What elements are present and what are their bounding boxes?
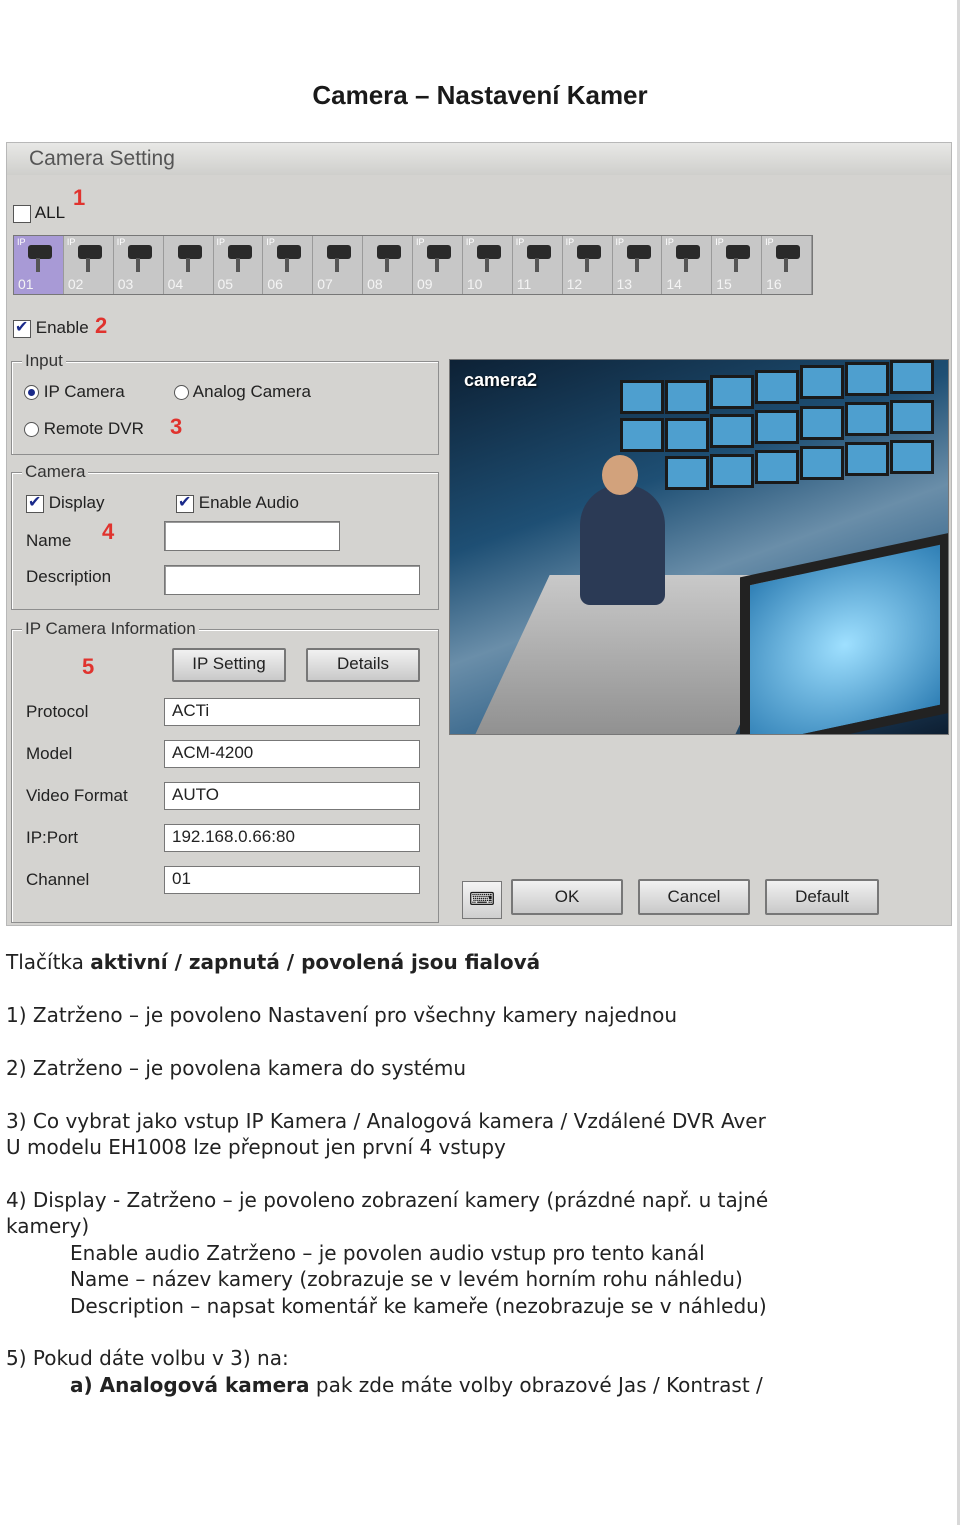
item-5-line-2 (70, 1373, 763, 1397)
analog-camera-radio[interactable] (174, 385, 189, 400)
item-5-line-1: 5) Pokud dáte volbu v 3) na: (6, 1346, 289, 1370)
monitor-shape (890, 400, 934, 434)
enable-checkbox[interactable] (13, 320, 31, 338)
large-monitor (740, 533, 949, 735)
ip-setting-button[interactable]: IP Setting (172, 648, 286, 682)
description-input[interactable] (164, 565, 420, 595)
camera-slot[interactable] (114, 236, 164, 294)
ip-camera-icon (128, 245, 152, 259)
camera-number: 03 (117, 276, 134, 292)
item-4-line-2: kamery) (6, 1214, 90, 1238)
ip-tag: IP (515, 237, 525, 247)
item-3-line-1: 3) Co vybrat jako vstup IP Kamera / Analogová kamera / Vzdálené DVR Aver (6, 1109, 766, 1133)
ip-camera-icon (427, 245, 451, 259)
monitor-shape (620, 418, 664, 452)
camera-slot[interactable] (164, 236, 214, 294)
panel-titlebar (7, 143, 951, 175)
item-3-line-2: U modelu EH1008 lze přepnout jen první 4 vstupy (6, 1135, 506, 1159)
analog-camera-icon (377, 245, 401, 259)
camera-number: 10 (466, 276, 483, 292)
ip-tag: IP (615, 237, 625, 247)
ip-camera-icon (527, 245, 551, 259)
camera-slot[interactable] (363, 236, 413, 294)
monitor-shape (800, 446, 844, 480)
ip-camera-icon (228, 245, 252, 259)
enable-row[interactable] (13, 318, 89, 338)
item-5-bold: a) Analogová kamera (70, 1373, 310, 1397)
camera-group (11, 462, 439, 610)
item-4-line-1: 4) Display - Zatrženo – je povoleno zobrazení kamery (prázdné např. u tajné (6, 1188, 769, 1212)
ip-camera-label: IP Camera (43, 382, 125, 401)
enable-label: Enable (35, 318, 89, 337)
camera-slot[interactable] (762, 236, 812, 294)
remote-dvr-label: Remote DVR (43, 419, 144, 438)
protocol-field[interactable]: ACTi (164, 698, 420, 726)
monitor-shape (620, 380, 664, 414)
item-5-normal: pak zde máte volby obrazové Jas / Kontrast / (309, 1373, 763, 1397)
analog-camera-label: Analog Camera (192, 382, 311, 401)
default-button[interactable]: Default (765, 879, 879, 915)
monitor-shape (800, 406, 844, 440)
item-4-description: Description – napsat komentář ke kameře (nezobrazuje se v náhledu) (70, 1294, 767, 1318)
remote-dvr-radio[interactable] (24, 422, 39, 437)
annotation-1: 1 (73, 185, 86, 210)
monitor-shape (800, 365, 844, 399)
monitor-shape (845, 362, 889, 396)
camera-number: 09 (417, 276, 433, 292)
ip-camera-icon (28, 245, 52, 259)
camera-number: 02 (67, 276, 84, 292)
annotation-5: 5 (82, 654, 95, 679)
ip-camera-option[interactable] (24, 382, 125, 402)
camera-slot[interactable] (463, 236, 513, 294)
ip-tag: IP (66, 237, 76, 247)
intro-paragraph (6, 950, 540, 974)
camera-slot[interactable] (563, 236, 613, 294)
camera-number: 04 (167, 276, 184, 292)
monitor-shape (665, 418, 709, 452)
page-title: Camera – Nastavení Kamer (312, 80, 648, 110)
monitor-shape (710, 414, 754, 448)
monitor-shape (755, 450, 799, 484)
preview-camera-label: camera2 (464, 370, 538, 390)
camera-selector-bar (13, 235, 813, 295)
annotation-2: 2 (95, 313, 108, 338)
camera-slot[interactable] (64, 236, 114, 294)
name-input[interactable] (164, 521, 340, 551)
monitor-shape (755, 370, 799, 404)
camera-number: 13 (616, 276, 633, 292)
ip-camera-icon (776, 245, 800, 259)
ip-tag: IP (216, 237, 226, 247)
model-label: Model (26, 744, 73, 763)
camera-slot[interactable] (662, 236, 712, 294)
display-row[interactable] (26, 493, 104, 513)
monitor-shape (890, 360, 934, 394)
ip-info-group-title: IP Camera Information (22, 619, 199, 639)
description-label: Description (26, 567, 112, 586)
ip-tag: IP (765, 237, 774, 247)
ip-tag: IP (266, 237, 275, 247)
all-label: ALL (34, 203, 66, 222)
details-button[interactable]: Details (306, 648, 420, 682)
monitor-shape (845, 402, 889, 436)
item-4-enable-audio: Enable audio Zatrženo – je povolen audio vstup pro tento kanál (70, 1241, 705, 1265)
ip-tag: IP (665, 237, 674, 247)
camera-group-title: Camera (22, 462, 88, 482)
camera-slot[interactable] (513, 236, 563, 294)
ip-tag: IP (565, 237, 575, 247)
intro-normal: Tlačítka (6, 950, 91, 974)
panel-title: Camera Setting (29, 147, 175, 170)
remote-dvr-option[interactable] (24, 419, 144, 439)
ipport-field[interactable]: 192.168.0.66:80 (164, 824, 420, 852)
monitor-shape (845, 442, 889, 476)
camera-number: 07 (317, 276, 333, 292)
video-format-field[interactable]: AUTO (164, 782, 420, 810)
ip-camera-icon (277, 245, 301, 259)
all-checkbox[interactable] (13, 205, 31, 223)
monitor-shape (890, 440, 934, 474)
name-label: Name (26, 531, 72, 550)
camera-slot[interactable] (313, 236, 363, 294)
monitor-shape (710, 375, 754, 409)
camera-slot[interactable] (14, 236, 64, 294)
ip-camera-icon (726, 245, 750, 259)
keyboard-icon[interactable]: ⌨ (462, 881, 502, 919)
camera-slot[interactable] (613, 236, 663, 294)
intro-bold: aktivní / zapnutá / povolená jsou fialová (90, 950, 541, 974)
ip-camera-icon (477, 245, 501, 259)
ip-camera-information-group (11, 619, 439, 923)
item-2: 2) Zatrženo – je povolena kamera do systému (6, 1056, 467, 1080)
ipport-label: IP:Port (26, 828, 78, 847)
enable-audio-row[interactable] (176, 493, 299, 513)
input-group (11, 351, 439, 455)
ip-camera-icon (676, 245, 700, 259)
annotation-4: 4 (102, 519, 115, 544)
ip-tag: IP (465, 237, 475, 247)
operator-head (602, 455, 638, 495)
ip-camera-icon (627, 245, 651, 259)
camera-number: 11 (516, 276, 532, 292)
camera-number: 14 (666, 276, 682, 292)
all-checkbox-row[interactable] (13, 203, 65, 223)
camera-number: 06 (267, 276, 283, 292)
ip-tag: IP (715, 237, 724, 247)
channel-label: Channel (26, 870, 90, 889)
camera-number: 15 (716, 276, 732, 292)
camera-number: 08 (367, 276, 383, 292)
analog-camera-option[interactable] (174, 382, 311, 402)
operator-figure (580, 485, 665, 605)
analog-camera-icon (327, 245, 351, 259)
ok-button[interactable]: OK (511, 879, 623, 915)
ip-tag: IP (116, 237, 126, 247)
enable-audio-label: Enable Audio (198, 493, 299, 512)
ip-tag: IP (416, 237, 425, 247)
enable-audio-checkbox[interactable] (176, 495, 194, 513)
display-label: Display (48, 493, 105, 512)
protocol-label: Protocol (26, 702, 89, 721)
analog-camera-icon (178, 245, 202, 259)
monitor-shape (665, 380, 709, 414)
camera-preview (449, 359, 949, 735)
display-checkbox[interactable] (26, 495, 44, 513)
input-group-title: Input (22, 351, 66, 371)
ip-camera-icon (577, 245, 601, 259)
channel-field[interactable]: 01 (164, 866, 420, 894)
annotation-3: 3 (170, 414, 183, 439)
camera-number: 16 (766, 276, 782, 292)
video-format-label: Video Format (26, 786, 128, 805)
camera-slot[interactable] (263, 236, 313, 294)
model-field[interactable]: ACM-4200 (164, 740, 420, 768)
camera-slot[interactable] (413, 236, 463, 294)
item-1: 1) Zatrženo – je povoleno Nastavení pro všechny kamery najednou (6, 1003, 678, 1027)
ip-camera-icon (78, 245, 102, 259)
camera-number: 05 (217, 276, 234, 292)
item-4-name: Name – název kamery (zobrazuje se v levém horním rohu náhledu) (70, 1267, 743, 1291)
ip-camera-radio[interactable] (24, 385, 39, 400)
camera-slot[interactable] (712, 236, 762, 294)
camera-setting-screenshot (6, 142, 952, 926)
camera-slot[interactable] (214, 236, 264, 294)
camera-number: 12 (566, 276, 583, 292)
camera-number: 01 (18, 276, 34, 292)
cancel-button[interactable]: Cancel (638, 879, 750, 915)
monitor-shape (755, 410, 799, 444)
monitor-shape (710, 454, 754, 488)
ip-tag: IP (17, 237, 26, 247)
monitor-shape (665, 456, 709, 490)
